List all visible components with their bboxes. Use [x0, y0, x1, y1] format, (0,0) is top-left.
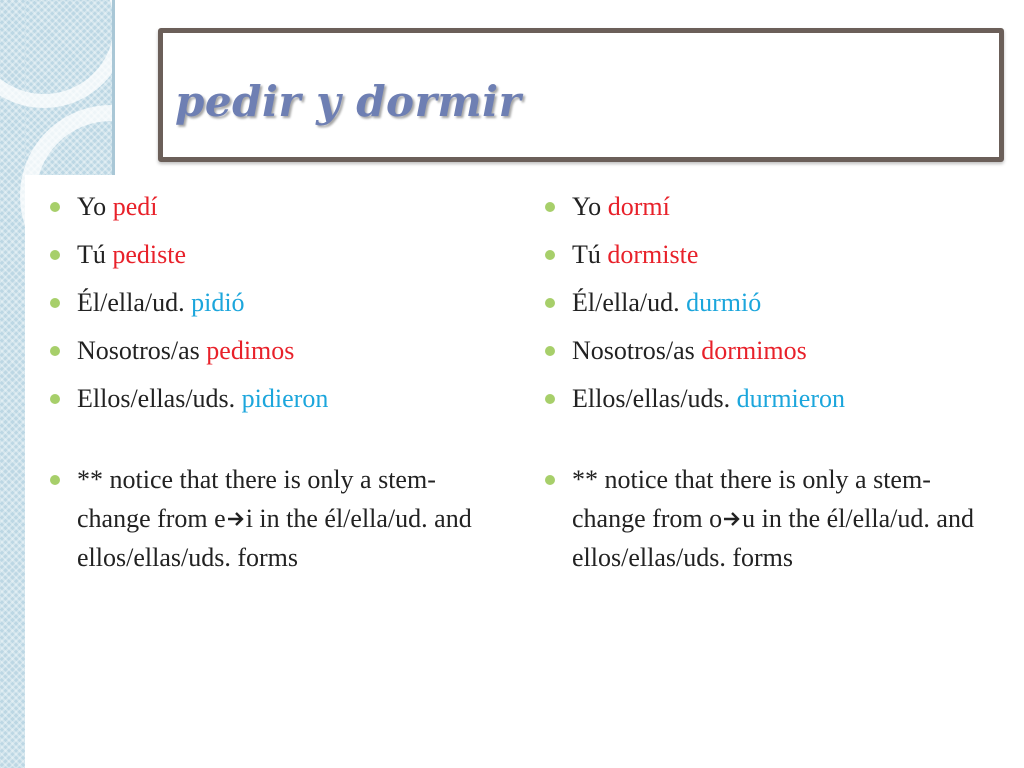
bullet-icon [50, 394, 60, 404]
pronoun: Nosotros/as [77, 336, 207, 365]
pronoun: Tú [572, 240, 608, 269]
bullet-icon [50, 346, 60, 356]
pronoun: Yo [572, 192, 608, 221]
bullet-icon [545, 346, 555, 356]
note-text-end: u in the él/ella/ud. and ellos/ellas/uds. forms [572, 504, 974, 572]
verb-form: durmió [686, 288, 762, 317]
bullet-icon [545, 202, 555, 212]
verb-form: dormí [607, 192, 670, 221]
bullet-icon [50, 202, 60, 212]
verb-form: durmieron [736, 384, 845, 413]
note-text-start: ** notice that there is only a stem-change from o [572, 465, 931, 533]
note-text-end: i in the él/ella/ud. and ellos/ellas/uds. forms [77, 504, 472, 572]
bullet-icon [545, 394, 555, 404]
bullet-icon [50, 298, 60, 308]
pronoun: Ellos/ellas/uds. [77, 384, 242, 413]
list-item [48, 238, 488, 272]
arrow-right-icon [226, 509, 246, 529]
verb-form: pediste [112, 240, 187, 269]
list-item [48, 334, 488, 368]
list-item [543, 286, 983, 320]
bullet-icon [545, 475, 555, 485]
bullet-icon [545, 250, 555, 260]
title-box [158, 28, 1004, 162]
list-item [543, 334, 983, 368]
decorative-side-strip [0, 0, 25, 768]
pronoun: Tú [77, 240, 113, 269]
pedir-column [48, 190, 488, 591]
bullet-icon [50, 250, 60, 260]
list-item [48, 382, 488, 416]
verb-form: pidió [191, 288, 245, 317]
slide-title: pedir y dormir [175, 77, 522, 126]
list-item [48, 286, 488, 320]
bullet-icon [50, 475, 60, 485]
verb-form: pidieron [241, 384, 329, 413]
arrow-right-icon [722, 509, 742, 529]
list-item [543, 382, 983, 416]
dormir-column [543, 190, 983, 591]
verb-form: dormimos [701, 336, 807, 365]
list-item [48, 190, 488, 224]
note-text-start: ** notice that there is only a stem-change from e [77, 465, 436, 533]
stem-change-note [543, 460, 983, 577]
stem-change-note [48, 460, 488, 577]
list-item [543, 238, 983, 272]
pronoun: Ellos/ellas/uds. [572, 384, 737, 413]
bullet-icon [545, 298, 555, 308]
pronoun: Él/ella/ud. [77, 288, 192, 317]
verb-form: pedimos [206, 336, 295, 365]
pronoun: Él/ella/ud. [572, 288, 687, 317]
pronoun: Yo [77, 192, 113, 221]
verb-form: pedí [112, 192, 158, 221]
verb-form: dormiste [607, 240, 699, 269]
decorative-divider [112, 0, 115, 175]
list-item [543, 190, 983, 224]
pronoun: Nosotros/as [572, 336, 702, 365]
